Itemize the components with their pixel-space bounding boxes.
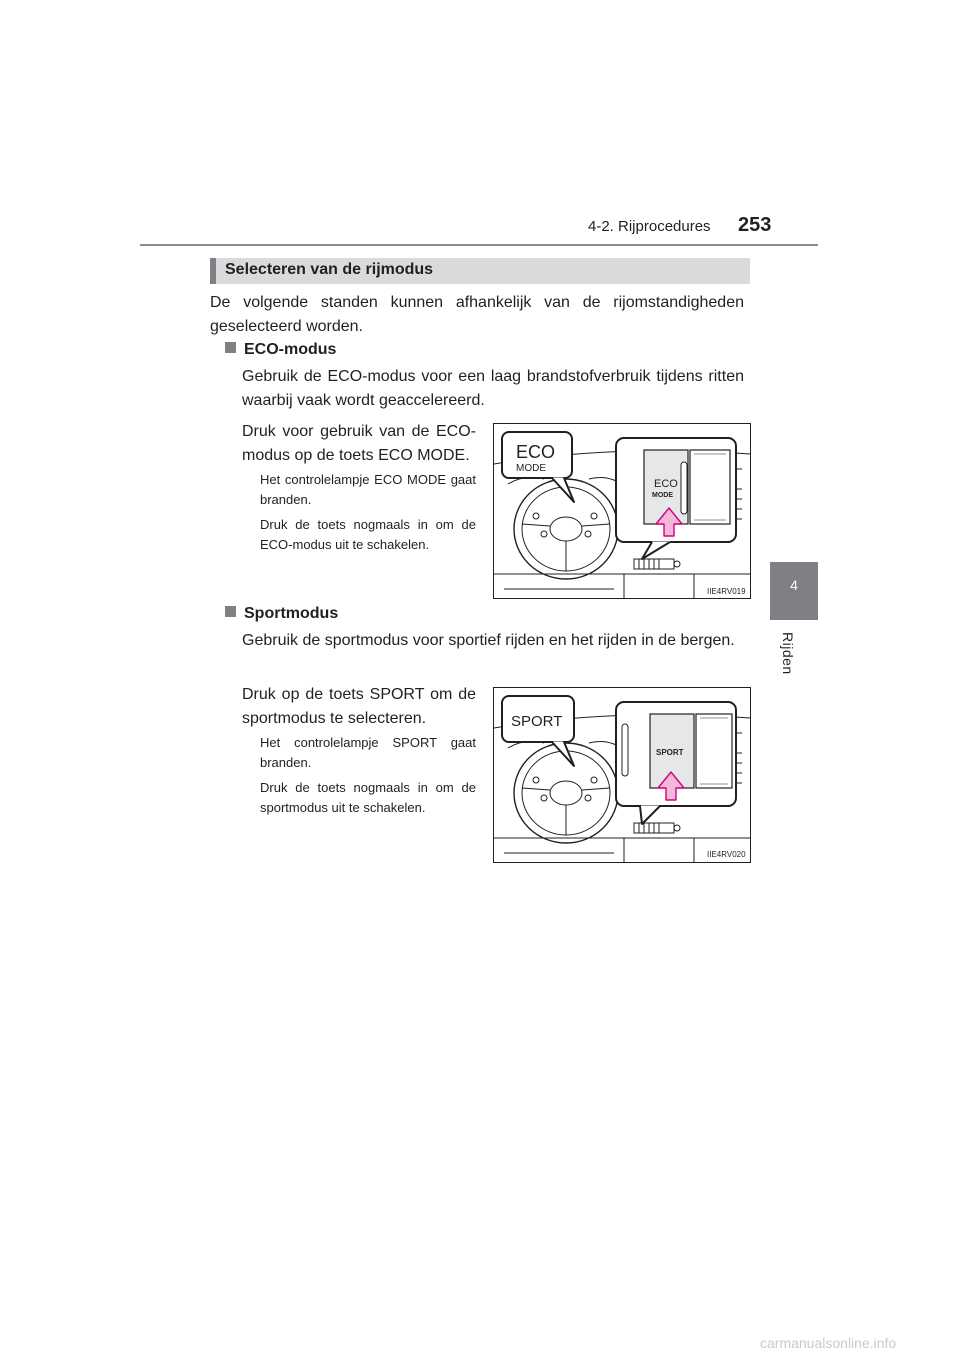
eco-figure-id: IIE4RV019 bbox=[707, 587, 746, 596]
eco-mode-figure bbox=[493, 423, 751, 599]
section-title-accent bbox=[210, 258, 216, 284]
intro-paragraph: De volgende standen kunnen afhankelijk van de rijomstandigheden geselecteerd worden. bbox=[210, 294, 744, 335]
page-number: 253 bbox=[738, 214, 772, 236]
section-title: Selecteren van de rijmodus bbox=[225, 261, 434, 278]
eco-button-label-2: MODE bbox=[652, 492, 673, 499]
sport-callout-label: SPORT bbox=[511, 713, 563, 730]
eco-dashboard-illustration bbox=[494, 424, 750, 598]
square-bullet-icon bbox=[225, 606, 236, 617]
sport-button-label: SPORT bbox=[656, 748, 684, 757]
sport-note-1: Het controlelampje SPORT gaat branden. bbox=[260, 735, 476, 770]
sport-figure-id: IIE4RV020 bbox=[707, 850, 746, 859]
eco-note-1: Het controlelampje ECO MODE gaat branden. bbox=[260, 472, 476, 507]
sport-heading bbox=[225, 605, 338, 623]
eco-callout-label-2: MODE bbox=[516, 463, 546, 474]
eco-heading-text: ECO-modus bbox=[244, 341, 337, 358]
eco-heading bbox=[225, 341, 336, 359]
eco-button-label-1: ECO bbox=[654, 478, 678, 490]
eco-callout-label-1: ECO bbox=[516, 442, 556, 462]
header-rule bbox=[140, 244, 818, 246]
square-bullet-icon bbox=[225, 342, 236, 353]
eco-instruction: Druk voor gebruik van de ECO-modus op de toets ECO MODE. bbox=[242, 423, 476, 464]
running-header-section: 4-2. Rijprocedures bbox=[588, 218, 711, 235]
eco-note-2: Druk de toets nogmaals in om de ECO-modus uit te schakelen. bbox=[260, 517, 476, 552]
footer-watermark: carmanualsonline.info bbox=[760, 1335, 897, 1351]
chapter-number: 4 bbox=[790, 577, 798, 593]
eco-description: Gebruik de ECO-modus voor een laag brandstofverbruik tijdens ritten waarbij vaak wordt geaccelereerd. bbox=[242, 368, 744, 409]
sport-description: Gebruik de sportmodus voor sportief rijden en het rijden in de bergen. bbox=[242, 632, 735, 649]
sport-instruction: Druk op de toets SPORT om de sportmodus te selecteren. bbox=[242, 686, 476, 727]
chapter-label: Rijden bbox=[780, 632, 796, 675]
sport-note-2: Druk de toets nogmaals in om de sportmodus uit te schakelen. bbox=[260, 780, 476, 815]
sport-mode-figure bbox=[493, 687, 751, 863]
sport-heading-text: Sportmodus bbox=[244, 605, 339, 622]
section-title-bar bbox=[210, 258, 750, 284]
sport-dashboard-illustration bbox=[494, 688, 750, 862]
